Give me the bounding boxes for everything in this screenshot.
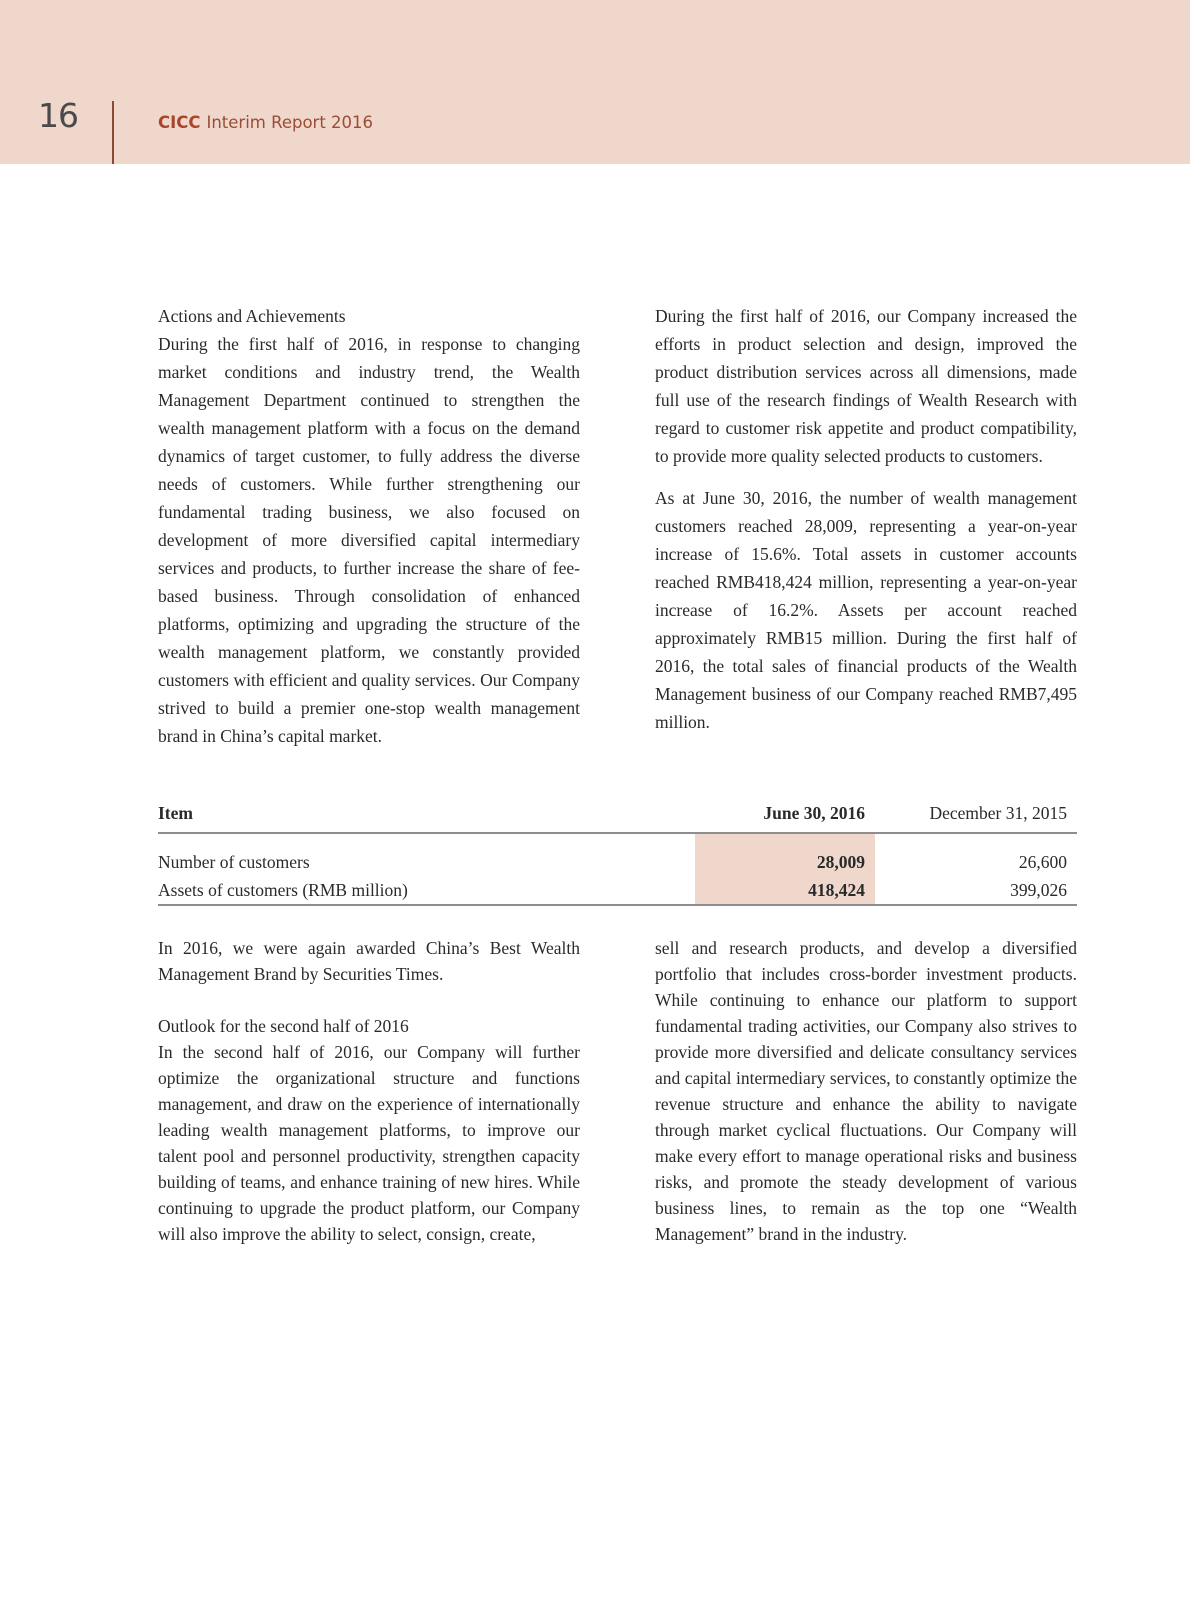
row-value-current: 28,009 bbox=[695, 848, 875, 876]
left-column-top bbox=[158, 302, 580, 750]
header-june-2016: June 30, 2016 bbox=[695, 798, 875, 833]
row-label: Number of customers bbox=[158, 851, 310, 872]
table-row bbox=[158, 848, 1077, 876]
customer-stats-paragraph: As at June 30, 2016, the number of wealth management customers reached 28,009, representing a year-on-year increase of 15.6%. Total assets in customer accounts reached RMB418,424 million, representing a year-on-year increase of 16.2%. Assets per account reached approximately RMB15 million. During the first half of 2016, the total sales of financial products of the Wealth Management business of our Company reached RMB7,495 million. bbox=[655, 488, 1077, 732]
section-heading-actions: Actions and Achievements bbox=[158, 306, 346, 326]
header-band bbox=[0, 0, 1190, 164]
table-header-row bbox=[158, 798, 1077, 833]
table-row bbox=[158, 876, 1077, 905]
row-value-prior: 26,600 bbox=[1018, 851, 1067, 872]
left-column-bottom bbox=[158, 935, 580, 1247]
header-item: Item bbox=[158, 798, 695, 833]
brand-name: CICC bbox=[158, 113, 201, 132]
page-number: 16 bbox=[38, 96, 78, 135]
outlook-continued-paragraph: sell and research products, and develop a diversified portfolio that includes cross-border investment products. While continuing to enhance our platform to support fundamental trading activities, our Company also strives to provide more diversified and delicate consultancy services and capital intermediary services, to constantly optimize the revenue structure and enhance the ability to navigate through market cyclical fluctuations. Our Company will make every effort to manage operational risks and business risks, and promote the steady development of various business lines, to remain as the top one “Wealth Management” brand in the industry. bbox=[655, 938, 1077, 1244]
right-column-bottom bbox=[655, 935, 1077, 1247]
section-heading-outlook: Outlook for the second half of 2016 bbox=[158, 1016, 409, 1036]
header-divider bbox=[112, 101, 114, 164]
report-name: Interim Report 2016 bbox=[206, 113, 374, 132]
product-paragraph: During the first half of 2016, our Company increased the efforts in product selection and design, improved the product distribution services across all dimensions, made full use of the research findings of Wealth Research with regard to customer risk appetite and product compatibility, to provide more quality selected products to customers. bbox=[655, 306, 1077, 466]
customer-table bbox=[158, 798, 1077, 906]
award-paragraph: In 2016, we were again awarded China’s Best Wealth Management Brand by Securities Times. bbox=[158, 938, 580, 984]
row-value-current: 418,424 bbox=[695, 876, 875, 905]
row-label: Assets of customers (RMB million) bbox=[158, 876, 695, 905]
header-december-2015: December 31, 2015 bbox=[897, 798, 1077, 833]
right-column-top bbox=[655, 302, 1077, 736]
row-value-prior: 399,026 bbox=[897, 876, 1077, 905]
report-title bbox=[158, 113, 373, 132]
outlook-paragraph: In the second half of 2016, our Company will further optimize the organizational structure and functions management, and draw on the experience of internationally leading wealth management platforms, to improve our talent pool and personnel productivity, strengthen capacity building of teams, and enhance training of new hires. While continuing to upgrade the product platform, our Company will also improve the ability to select, consign, create, bbox=[158, 1042, 580, 1244]
actions-paragraph: During the first half of 2016, in response to changing market conditions and industry trend, the Wealth Management Department continued to strengthen the wealth management platform with a focus on the demand dynamics of target customer, to fully address the diverse needs of customers. While further strengthening our fundamental trading business, we also focused on development of more diversified capital intermediary services and products, to further increase the share of fee-based business. Through consolidation of enhanced platforms, optimizing and upgrading the structure of the wealth management platform, we constantly provided customers with efficient and quality services. Our Company strived to build a premier one-stop wealth management brand in China’s capital market. bbox=[158, 334, 580, 746]
